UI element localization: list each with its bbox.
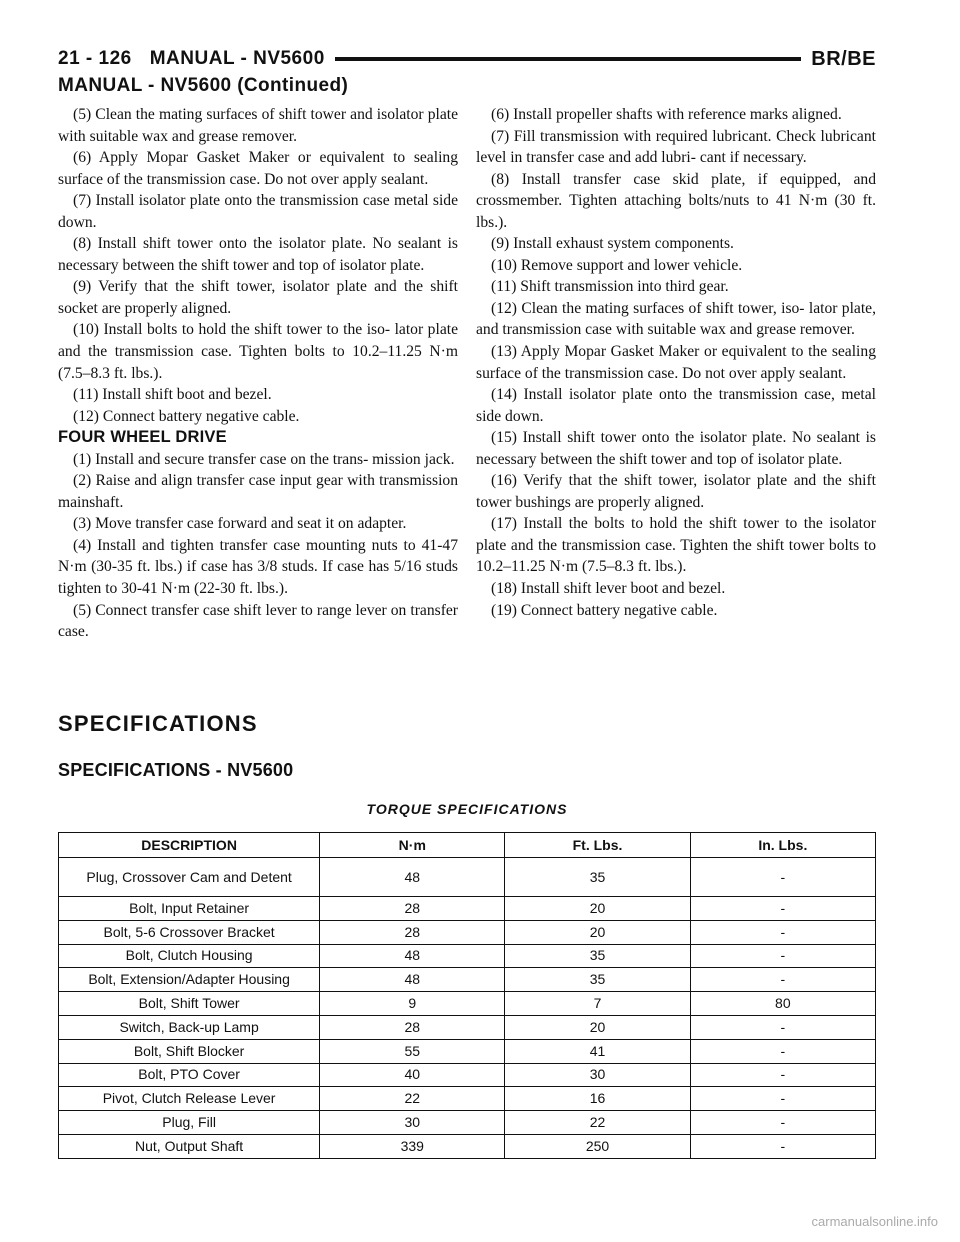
nm-cell: 28 bbox=[320, 897, 505, 921]
left-column bbox=[58, 104, 458, 643]
column-header: N·m bbox=[320, 833, 505, 858]
ft-lbs-cell: 35 bbox=[505, 858, 690, 897]
table-row bbox=[59, 992, 876, 1016]
nm-cell: 28 bbox=[320, 1015, 505, 1039]
table-caption: TORQUE SPECIFICATIONS bbox=[366, 801, 568, 817]
left-paragraph: (5) Connect transfer case shift lever to range lever on transfer case. bbox=[58, 601, 458, 641]
table-row bbox=[59, 1111, 876, 1135]
description-cell: Bolt, PTO Cover bbox=[59, 1063, 320, 1087]
watermark: carmanualsonline.info bbox=[811, 1214, 938, 1229]
left-paragraph: (8) Install shift tower onto the isolator plate. No sealant is necessary between the shift tower and top of isolator plate. bbox=[58, 235, 458, 274]
specifications-subheading: SPECIFICATIONS - NV5600 bbox=[58, 760, 294, 780]
model-code: BR/BE bbox=[811, 47, 876, 70]
section-title: MANUAL - NV5600 bbox=[149, 48, 325, 69]
in-lbs-cell: - bbox=[690, 897, 875, 921]
ft-lbs-cell: 20 bbox=[505, 897, 690, 921]
description-cell: Plug, Fill bbox=[59, 1111, 320, 1135]
left-paragraph: (2) Raise and align transfer case input gear with transmission mainshaft. bbox=[58, 472, 458, 511]
right-paragraph: (14) Install isolator plate onto the transmission case, metal side down. bbox=[476, 386, 876, 425]
description-cell: Plug, Crossover Cam and Detent bbox=[59, 858, 320, 897]
right-paragraph: (8) Install transfer case skid plate, if equipped, and crossmember. Tighten attaching bolts/nuts to 41 N·m (30 ft. lbs.). bbox=[476, 170, 876, 231]
left-paragraph: (7) Install isolator plate onto the transmission case metal side down. bbox=[58, 192, 458, 231]
description-cell: Pivot, Clutch Release Lever bbox=[59, 1087, 320, 1111]
table-row bbox=[59, 1063, 876, 1087]
right-column bbox=[476, 104, 876, 643]
ft-lbs-cell: 22 bbox=[505, 1111, 690, 1135]
left-paragraph: (12) Connect battery negative cable. bbox=[73, 407, 300, 425]
table-row bbox=[59, 1134, 876, 1158]
in-lbs-cell: - bbox=[690, 1039, 875, 1063]
in-lbs-cell: - bbox=[690, 1015, 875, 1039]
right-paragraph: (16) Verify that the shift tower, isolator plate and the shift tower bushings are properly aligned. bbox=[476, 472, 876, 511]
table-row bbox=[59, 858, 876, 897]
nm-cell: 22 bbox=[320, 1087, 505, 1111]
nm-cell: 9 bbox=[320, 992, 505, 1016]
in-lbs-cell: - bbox=[690, 1063, 875, 1087]
table-row bbox=[59, 1039, 876, 1063]
table-row bbox=[59, 1015, 876, 1039]
left-paragraph: (6) Apply Mopar Gasket Maker or equivalent to sealing surface of the transmission case. Do not over apply sealant. bbox=[58, 149, 458, 188]
table-row bbox=[59, 920, 876, 944]
nm-cell: 55 bbox=[320, 1039, 505, 1063]
in-lbs-cell: - bbox=[690, 858, 875, 897]
left-paragraph: (3) Move transfer case forward and seat it on adapter. bbox=[73, 515, 407, 533]
left-paragraph: (4) Install and tighten transfer case mounting nuts to 41-47 N·m (30-35 ft. lbs.) if case has 3/8 studs. If case has 5/16 studs tighten to 30-41 N·m (22-30 ft. lbs.). bbox=[58, 536, 458, 598]
column-header: DESCRIPTION bbox=[59, 833, 320, 858]
left-paragraph: (11) Install shift boot and bezel. bbox=[73, 386, 272, 404]
nm-cell: 48 bbox=[320, 858, 505, 897]
table-header-row bbox=[59, 833, 876, 858]
nm-cell: 30 bbox=[320, 1111, 505, 1135]
right-paragraph: (11) Shift transmission into third gear. bbox=[491, 278, 729, 296]
header-rule bbox=[335, 57, 802, 61]
ft-lbs-cell: 35 bbox=[505, 944, 690, 968]
in-lbs-cell: - bbox=[690, 944, 875, 968]
in-lbs-cell: - bbox=[690, 1111, 875, 1135]
page-number: 21 - 126 bbox=[58, 48, 132, 69]
column-header: Ft. Lbs. bbox=[505, 833, 690, 858]
left-paragraph: (1) Install and secure transfer case on the trans- mission jack. bbox=[73, 450, 455, 468]
nm-cell: 40 bbox=[320, 1063, 505, 1087]
right-paragraph: (7) Fill transmission with required lubricant. Check lubricant level in transfer case and add lubri- cant if necessary. bbox=[476, 127, 876, 167]
right-paragraph: (19) Connect battery negative cable. bbox=[491, 601, 718, 619]
table-row bbox=[59, 1087, 876, 1111]
nm-cell: 48 bbox=[320, 944, 505, 968]
description-cell: Bolt, Shift Tower bbox=[59, 992, 320, 1016]
description-cell: Bolt, Input Retainer bbox=[59, 897, 320, 921]
table-row bbox=[59, 968, 876, 992]
description-cell: Bolt, Clutch Housing bbox=[59, 944, 320, 968]
ft-lbs-cell: 7 bbox=[505, 992, 690, 1016]
right-paragraph: (9) Install exhaust system components. bbox=[491, 235, 734, 253]
right-paragraph: (17) Install the bolts to hold the shift tower to the isolator plate and the transmission case. Tighten the shift tower bolts to 10.2–11.25 N·m (7.5–8.3 ft. lbs.). bbox=[476, 515, 876, 576]
in-lbs-cell: - bbox=[690, 1134, 875, 1158]
description-cell: Bolt, Shift Blocker bbox=[59, 1039, 320, 1063]
nm-cell: 339 bbox=[320, 1134, 505, 1158]
ft-lbs-cell: 20 bbox=[505, 920, 690, 944]
four-wheel-drive-heading: FOUR WHEEL DRIVE bbox=[58, 428, 227, 447]
left-paragraph: (9) Verify that the shift tower, isolator plate and the shift socket are properly aligned. bbox=[58, 278, 458, 317]
description-cell: Switch, Back-up Lamp bbox=[59, 1015, 320, 1039]
in-lbs-cell: - bbox=[690, 920, 875, 944]
body-columns bbox=[58, 104, 876, 643]
left-paragraph: (5) Clean the mating surfaces of shift tower and isolator plate with suitable wax and grease remover. bbox=[58, 106, 458, 145]
column-header: In. Lbs. bbox=[690, 833, 875, 858]
right-paragraph: (15) Install shift tower onto the isolator plate. No sealant is necessary between the shift tower and top of isolator plate. bbox=[476, 429, 876, 468]
right-paragraph: (10) Remove support and lower vehicle. bbox=[491, 256, 743, 274]
specifications-heading: SPECIFICATIONS bbox=[58, 711, 258, 736]
right-paragraph: (6) Install propeller shafts with reference marks aligned. bbox=[491, 106, 842, 123]
right-paragraph: (18) Install shift lever boot and bezel. bbox=[491, 580, 726, 598]
ft-lbs-cell: 16 bbox=[505, 1087, 690, 1111]
nm-cell: 48 bbox=[320, 968, 505, 992]
page-header bbox=[58, 44, 876, 74]
description-cell: Nut, Output Shaft bbox=[59, 1134, 320, 1158]
ft-lbs-cell: 30 bbox=[505, 1063, 690, 1087]
in-lbs-cell: 80 bbox=[690, 992, 875, 1016]
ft-lbs-cell: 35 bbox=[505, 968, 690, 992]
nm-cell: 28 bbox=[320, 920, 505, 944]
ft-lbs-cell: 250 bbox=[505, 1134, 690, 1158]
table-row bbox=[59, 897, 876, 921]
ft-lbs-cell: 20 bbox=[505, 1015, 690, 1039]
continued-heading: MANUAL - NV5600 (Continued) bbox=[58, 75, 349, 96]
torque-spec-table bbox=[58, 832, 876, 1159]
table-row bbox=[59, 944, 876, 968]
in-lbs-cell: - bbox=[690, 1087, 875, 1111]
right-paragraph: (13) Apply Mopar Gasket Maker or equivalent to the sealing surface of the transmission case. Do not over apply sealant. bbox=[476, 343, 876, 382]
ft-lbs-cell: 41 bbox=[505, 1039, 690, 1063]
right-paragraph: (12) Clean the mating surfaces of shift tower, iso- lator plate, and transmission case with suitable wax and grease remover. bbox=[476, 299, 876, 339]
left-paragraph: (10) Install bolts to hold the shift tower to the iso- lator plate and the transmission case. Tighten bolts to 10.2–11.25 N·m (7.5–8.3 ft. lbs.). bbox=[58, 321, 458, 382]
description-cell: Bolt, Extension/Adapter Housing bbox=[59, 968, 320, 992]
description-cell: Bolt, 5-6 Crossover Bracket bbox=[59, 920, 320, 944]
in-lbs-cell: - bbox=[690, 968, 875, 992]
